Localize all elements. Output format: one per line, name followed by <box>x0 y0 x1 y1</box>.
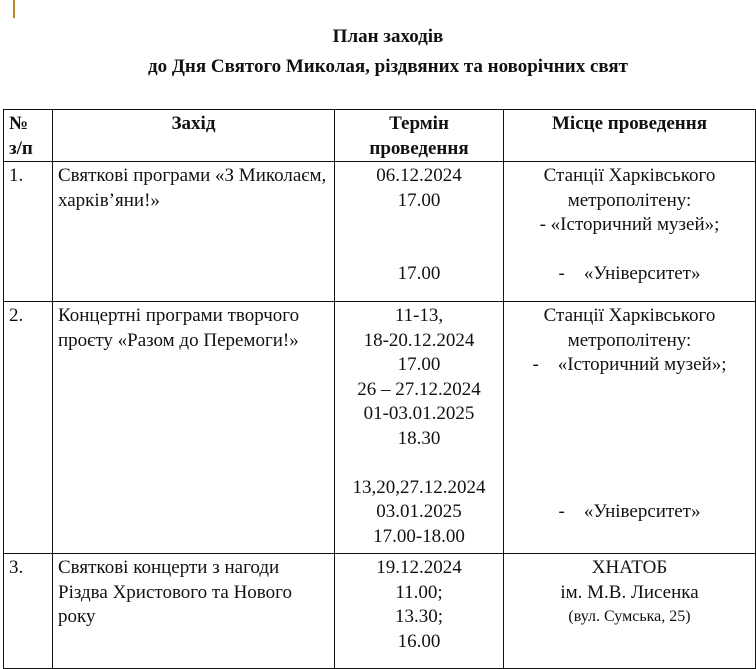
place-address: (вул. Сумська, 25) <box>568 608 691 625</box>
events-table <box>3 109 756 669</box>
place-name: ХНАТОБ ім. М.В. Лисенка <box>560 557 699 603</box>
table-row <box>4 302 756 554</box>
row-number: 3. <box>4 554 53 669</box>
table-row <box>4 554 756 669</box>
header-place: Місце проведення <box>504 110 756 162</box>
header-event: Захід <box>53 110 335 162</box>
title-line-1: План заходів <box>332 26 444 47</box>
row-dates: 11-13, 18-20.12.2024 17.00 26 – 27.12.2024 01-03.01.2025 18.30 13,20,27.12.2024 03.01.2025 17.00-18.00 <box>335 302 504 554</box>
table-header-row <box>4 110 756 162</box>
row-number: 1. <box>4 162 53 302</box>
text-cursor <box>13 0 15 18</box>
row-dates: 19.12.2024 11.00; 13.30; 16.00 <box>335 554 504 669</box>
table-row <box>4 162 756 302</box>
row-place <box>504 554 756 669</box>
row-place: Станції Харківського метрополітену: - «Історичний музей»; - «Університет» <box>504 162 756 302</box>
row-place: Станції Харківського метрополітену: - «Історичний музей»; - «Університет» <box>504 302 756 554</box>
document-title <box>0 22 756 82</box>
row-event: Святкові концерти з нагоди Різдва Христового та Нового року <box>53 554 335 669</box>
row-dates: 06.12.2024 17.00 17.00 <box>335 162 504 302</box>
header-number: № з/п <box>4 110 53 162</box>
row-number: 2. <box>4 302 53 554</box>
header-dates: Термін проведення <box>335 110 504 162</box>
row-event: Святкові програми «З Миколаєм, харків’яни!» <box>53 162 335 302</box>
title-line-2: до Дня Святого Миколая, різдвяних та новорічних свят <box>147 56 629 77</box>
row-event: Концертні програми творчого проєту «Разом до Перемоги!» <box>53 302 335 554</box>
